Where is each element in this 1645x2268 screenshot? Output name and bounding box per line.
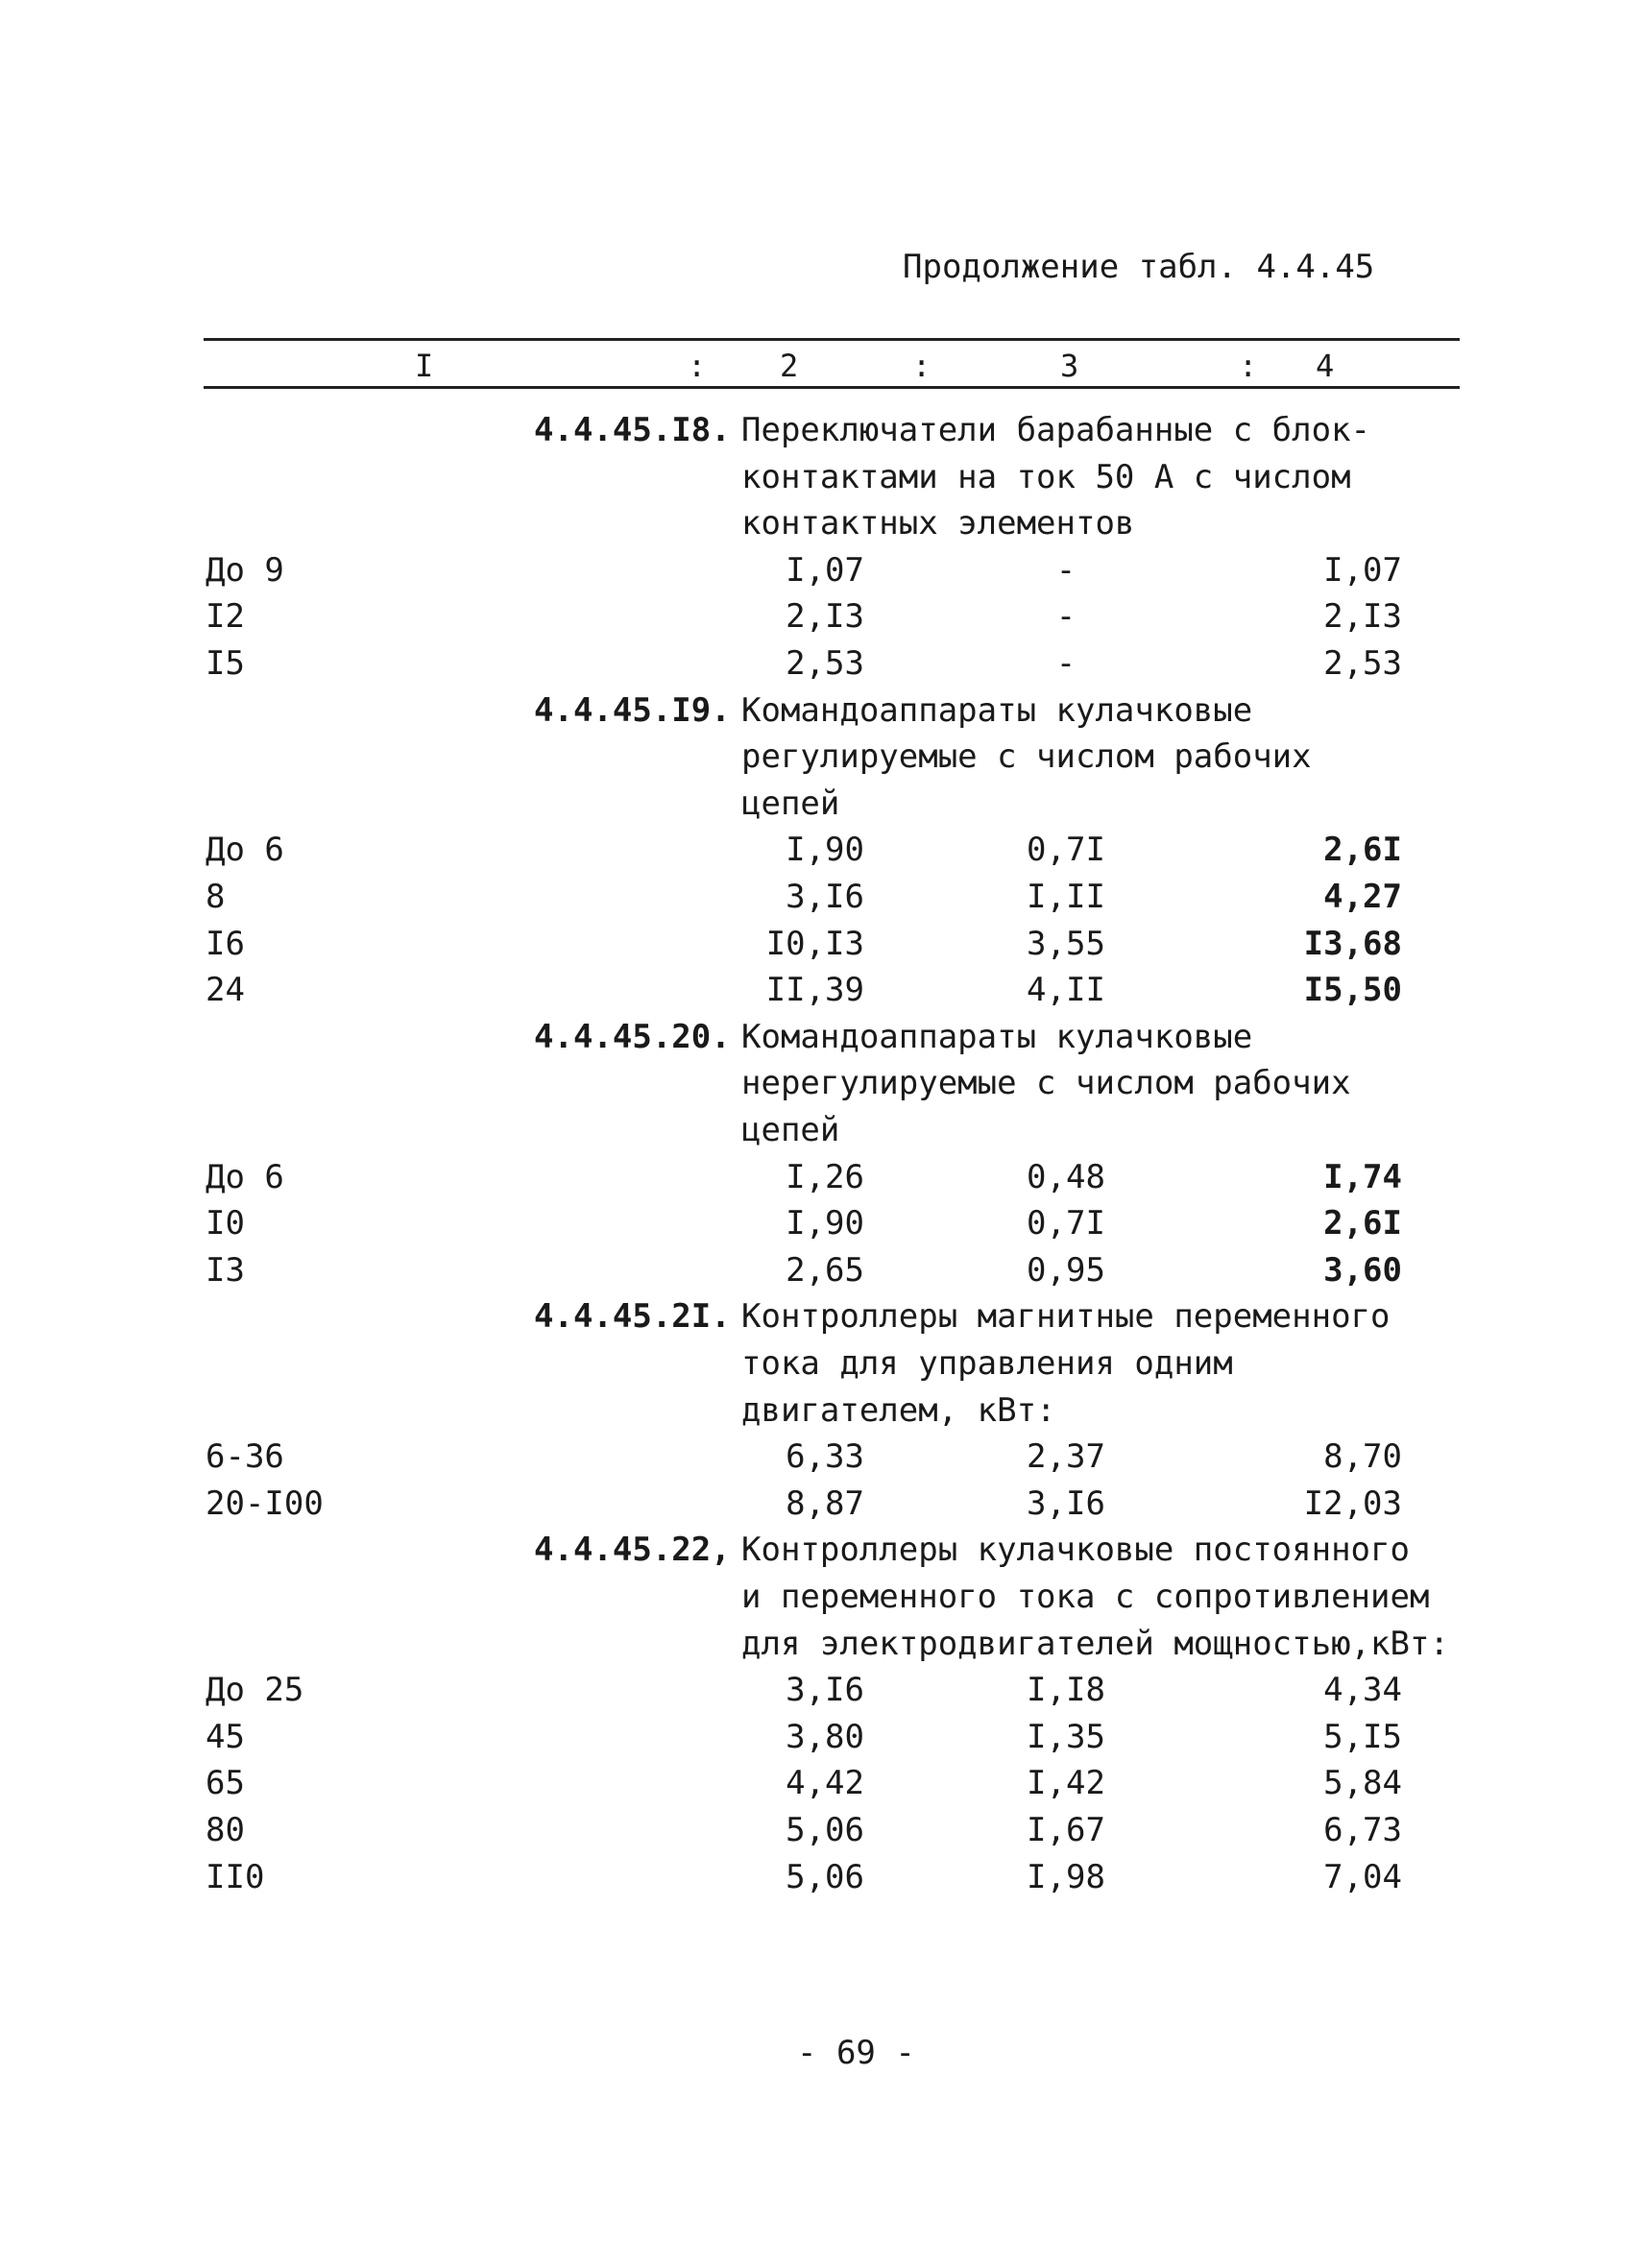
table-cell-c1: I3 [206, 1250, 245, 1290]
table-cell-c1: II0 [206, 1857, 265, 1896]
table-cell-c1: I6 [206, 924, 245, 963]
table-cell-c2: II,39 [765, 971, 864, 1010]
table-cell-c1: До 6 [206, 1157, 284, 1196]
section-description-line: и переменного тока с сопротивлением [741, 1578, 1430, 1616]
table-cell-c3: 0,95 [1027, 1250, 1105, 1290]
table-cell-c4: I2,03 [1303, 1484, 1402, 1523]
section-description-line: двигателем, кВт: [741, 1390, 1056, 1430]
section-description-line: цепей [741, 1111, 840, 1149]
column-separator: : [1239, 348, 1258, 384]
section-description-line: Переключатели барабанные с блок- [741, 411, 1371, 449]
section-code: 4.4.45.I9. [534, 690, 731, 730]
table-cell-c1: 20-I00 [206, 1484, 324, 1523]
table-cell-c1: До 25 [206, 1671, 304, 1710]
table-cell-c1: До 6 [206, 831, 284, 870]
table-cell-c3: 0,7I [1027, 1204, 1105, 1243]
table-cell-c2: 8,87 [786, 1484, 864, 1523]
table-cell-c1: I0 [206, 1204, 245, 1243]
table-cell-c4: I5,50 [1303, 971, 1402, 1010]
table-cell-c4: I3,68 [1303, 924, 1402, 963]
table-cell-c3: I,I8 [1027, 1671, 1105, 1710]
table-cell-c2: 2,I3 [786, 597, 864, 637]
table-continuation-title: Продолжение табл. 4.4.45 [903, 248, 1375, 286]
table-cell-c3: 3,55 [1027, 924, 1105, 963]
table-cell-c2: I,90 [786, 831, 864, 870]
table-cell-c2: I,07 [786, 550, 864, 590]
column-separator: : [912, 348, 931, 384]
table-cell-c4: 8,70 [1323, 1437, 1402, 1477]
table-cell-c2: 3,I6 [786, 878, 864, 916]
table-cell-c1: 45 [206, 1717, 245, 1756]
table-cell-c1: 6-36 [206, 1437, 284, 1477]
table-cell-c4: 7,04 [1323, 1857, 1402, 1896]
section-code: 4.4.45.2I. [534, 1297, 731, 1337]
table-cell-c2: 5,06 [786, 1857, 864, 1896]
table-cell-c2: I,90 [786, 1204, 864, 1243]
column-header-4: 4 [1316, 348, 1335, 384]
table-cell-c2: I,26 [786, 1157, 864, 1196]
table-cell-c3: - [1055, 550, 1077, 590]
column-header-2: 2 [780, 348, 799, 384]
section-description-line: Контроллеры кулачковые постоянного [741, 1531, 1410, 1570]
table-cell-c4: 2,53 [1323, 644, 1402, 683]
table-cell-c4: I,74 [1323, 1157, 1402, 1196]
section-description-line: Командоаппараты кулачковые [741, 690, 1253, 730]
column-header-3: 3 [1060, 348, 1079, 384]
section-description-line: тока для управления одним [741, 1344, 1233, 1383]
section-description-line: цепей [741, 784, 840, 823]
table-cell-c1: 24 [206, 971, 245, 1010]
table-cell-c3: I,35 [1027, 1717, 1105, 1756]
table-cell-c2: 3,I6 [786, 1671, 864, 1710]
table-cell-c2: 3,80 [786, 1717, 864, 1756]
table-cell-c3: 3,I6 [1027, 1484, 1105, 1523]
table-cell-c2: 6,33 [786, 1437, 864, 1477]
table-cell-c4: 5,84 [1323, 1764, 1402, 1803]
table-cell-c4: 4,34 [1323, 1671, 1402, 1710]
column-header-1: I [415, 348, 434, 384]
table-cell-c1: I2 [206, 597, 245, 637]
table-cell-c4: 6,73 [1323, 1811, 1402, 1849]
section-code: 4.4.45.22, [534, 1531, 731, 1570]
table-cell-c3: - [1055, 597, 1077, 637]
table-cell-c1: До 9 [206, 550, 284, 590]
section-description-line: Контроллеры магнитные переменного [741, 1297, 1391, 1337]
table-cell-c4: I,07 [1323, 550, 1402, 590]
table-cell-c3: I,67 [1027, 1811, 1105, 1849]
table-cell-c4: 2,I3 [1323, 597, 1402, 637]
table-cell-c2: 2,53 [786, 644, 864, 683]
table-cell-c3: - [1055, 644, 1077, 683]
page-number: - 69 - [797, 2034, 915, 2072]
table-cell-c3: 0,7I [1027, 831, 1105, 870]
table-cell-c1: 65 [206, 1764, 245, 1803]
section-description-line: регулируемые с числом рабочих [741, 737, 1312, 777]
table-cell-c4: 2,6I [1323, 1204, 1402, 1243]
section-code: 4.4.45.20. [534, 1017, 731, 1056]
table-cell-c3: 4,II [1027, 971, 1105, 1010]
table-cell-c4: 3,60 [1323, 1250, 1402, 1290]
section-description-line: нерегулируемые с числом рабочих [741, 1064, 1351, 1103]
section-description-line: контактных элементов [741, 504, 1135, 543]
column-separator: : [688, 348, 707, 384]
table-cell-c1: I5 [206, 644, 245, 683]
table-cell-c2: 2,65 [786, 1250, 864, 1290]
table-cell-c4: 5,I5 [1323, 1717, 1402, 1756]
section-code: 4.4.45.I8. [534, 411, 731, 449]
table-cell-c3: I,42 [1027, 1764, 1105, 1803]
table-cell-c3: 2,37 [1027, 1437, 1105, 1477]
table-cell-c2: 4,42 [786, 1764, 864, 1803]
section-description-line: контактами на ток 50 А с числом [741, 457, 1351, 496]
table-cell-c1: 8 [206, 878, 226, 916]
table-cell-c4: 4,27 [1323, 878, 1402, 916]
table-cell-c2: I0,I3 [765, 924, 864, 963]
section-description-line: Командоаппараты кулачковые [741, 1017, 1253, 1056]
section-description-line: для электродвигателей мощностью,кВт: [741, 1624, 1449, 1663]
table-cell-c3: I,II [1027, 878, 1105, 916]
table-cell-c3: I,98 [1027, 1857, 1105, 1896]
table-cell-c2: 5,06 [786, 1811, 864, 1849]
table-cell-c1: 80 [206, 1811, 245, 1849]
table-cell-c3: 0,48 [1027, 1157, 1105, 1196]
table-cell-c4: 2,6I [1323, 831, 1402, 870]
